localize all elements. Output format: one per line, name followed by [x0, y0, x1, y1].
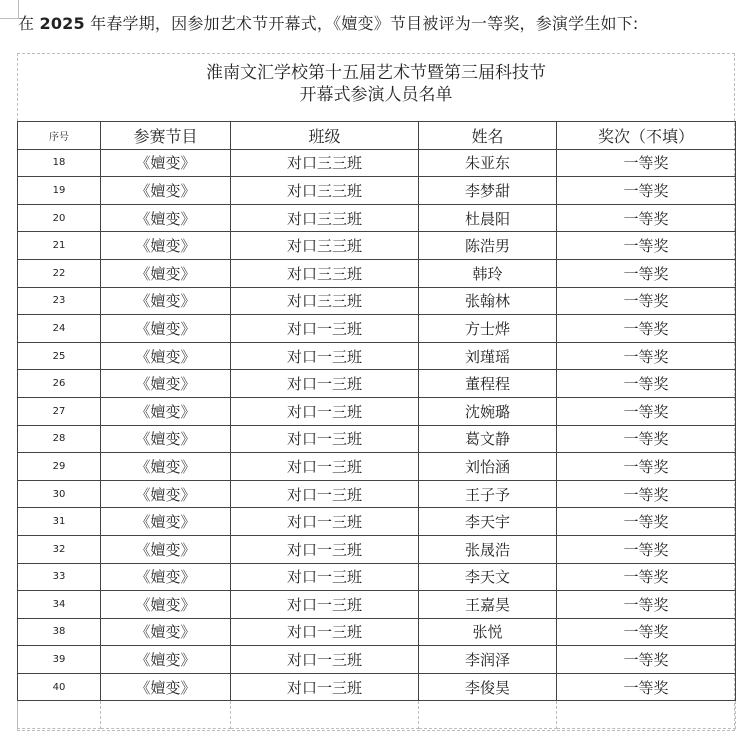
row-number: 31	[18, 508, 101, 536]
row-award: 一等奖	[557, 397, 736, 425]
row-class: 对口三三班	[231, 177, 419, 205]
row-name: 李天宇	[419, 508, 557, 536]
row-class: 对口三三班	[231, 204, 419, 232]
row-program: 《嬗变》	[101, 177, 231, 205]
blank-cell	[419, 701, 557, 729]
row-number: 38	[18, 618, 101, 646]
row-number: 18	[18, 149, 101, 177]
table-row	[18, 149, 736, 177]
table-row	[18, 673, 736, 701]
row-program: 《嬗变》	[101, 646, 231, 674]
table-row	[18, 618, 736, 646]
row-award: 一等奖	[557, 591, 736, 619]
row-program: 《嬗变》	[101, 232, 231, 260]
row-name: 张晟浩	[419, 535, 557, 563]
row-name: 陈浩男	[419, 232, 557, 260]
table-row	[18, 535, 736, 563]
row-number: 30	[18, 480, 101, 508]
row-award: 一等奖	[557, 370, 736, 398]
row-class: 对口一三班	[231, 591, 419, 619]
table-row	[18, 232, 736, 260]
row-award: 一等奖	[557, 342, 736, 370]
row-program: 《嬗变》	[101, 673, 231, 701]
row-award: 一等奖	[557, 535, 736, 563]
row-program: 《嬗变》	[101, 315, 231, 343]
row-award: 一等奖	[557, 259, 736, 287]
row-class: 对口三三班	[231, 149, 419, 177]
row-name: 沈婉璐	[419, 397, 557, 425]
row-class: 对口一三班	[231, 370, 419, 398]
table-row	[18, 259, 736, 287]
row-name: 董程程	[419, 370, 557, 398]
row-name: 李梦甜	[419, 177, 557, 205]
table-row	[18, 287, 736, 315]
row-number: 21	[18, 232, 101, 260]
header-number: 序号	[18, 122, 101, 150]
row-class: 对口一三班	[231, 480, 419, 508]
row-award: 一等奖	[557, 563, 736, 591]
row-award: 一等奖	[557, 204, 736, 232]
blank-cell	[101, 701, 231, 729]
row-program: 《嬗变》	[101, 563, 231, 591]
row-award: 一等奖	[557, 232, 736, 260]
row-class: 对口一三班	[231, 315, 419, 343]
row-class: 对口一三班	[231, 425, 419, 453]
table-row	[18, 370, 736, 398]
blank-cell	[18, 701, 101, 729]
intro-year: 2025	[39, 14, 85, 33]
table-row	[18, 563, 736, 591]
row-number: 28	[18, 425, 101, 453]
row-program: 《嬗变》	[101, 591, 231, 619]
row-award: 一等奖	[557, 149, 736, 177]
row-name: 王嘉昊	[419, 591, 557, 619]
table-row	[18, 177, 736, 205]
row-number: 25	[18, 342, 101, 370]
row-name: 韩玲	[419, 259, 557, 287]
row-number: 27	[18, 397, 101, 425]
header-class: 班级	[231, 122, 419, 150]
table-row	[18, 591, 736, 619]
row-name: 朱亚东	[419, 149, 557, 177]
row-program: 《嬗变》	[101, 425, 231, 453]
row-number: 23	[18, 287, 101, 315]
table-row	[18, 204, 736, 232]
row-class: 对口三三班	[231, 232, 419, 260]
row-program: 《嬗变》	[101, 204, 231, 232]
row-class: 对口一三班	[231, 563, 419, 591]
row-name: 李天文	[419, 563, 557, 591]
row-name: 杜晨阳	[419, 204, 557, 232]
row-number: 39	[18, 646, 101, 674]
row-class: 对口一三班	[231, 646, 419, 674]
row-name: 刘怡涵	[419, 453, 557, 481]
row-class: 对口一三班	[231, 535, 419, 563]
row-program: 《嬗变》	[101, 618, 231, 646]
row-program: 《嬗变》	[101, 259, 231, 287]
header-name: 姓名	[419, 122, 557, 150]
row-number: 33	[18, 563, 101, 591]
row-program: 《嬗变》	[101, 453, 231, 481]
table-header-row	[18, 122, 736, 150]
row-name: 张悦	[419, 618, 557, 646]
row-award: 一等奖	[557, 177, 736, 205]
row-award: 一等奖	[557, 453, 736, 481]
row-name: 葛文静	[419, 425, 557, 453]
row-name: 李润泽	[419, 646, 557, 674]
intro-text-start: 在	[18, 14, 40, 33]
page-corner-mark	[0, 0, 19, 19]
row-class: 对口一三班	[231, 453, 419, 481]
sheet-title-line1: 淮南文汇学校第十五届艺术节暨第三届科技节	[206, 63, 546, 83]
header-award: 奖次（不填）	[557, 122, 736, 150]
row-name: 王子予	[419, 480, 557, 508]
row-class: 对口三三班	[231, 287, 419, 315]
blank-cell	[231, 701, 419, 729]
row-number: 29	[18, 453, 101, 481]
intro-paragraph	[18, 13, 639, 35]
table-row	[18, 315, 736, 343]
table-row	[18, 453, 736, 481]
table-row	[18, 508, 736, 536]
table-row	[18, 646, 736, 674]
participants-table	[17, 121, 736, 729]
row-class: 对口一三班	[231, 673, 419, 701]
row-class: 对口一三班	[231, 342, 419, 370]
row-class: 对口一三班	[231, 618, 419, 646]
row-program: 《嬗变》	[101, 370, 231, 398]
row-number: 20	[18, 204, 101, 232]
row-program: 《嬗变》	[101, 342, 231, 370]
row-award: 一等奖	[557, 425, 736, 453]
row-class: 对口三三班	[231, 259, 419, 287]
row-number: 24	[18, 315, 101, 343]
table-row	[18, 342, 736, 370]
row-name: 方士烨	[419, 315, 557, 343]
row-number: 32	[18, 535, 101, 563]
row-number: 40	[18, 673, 101, 701]
row-class: 对口一三班	[231, 397, 419, 425]
row-award: 一等奖	[557, 480, 736, 508]
row-class: 对口一三班	[231, 508, 419, 536]
row-number: 22	[18, 259, 101, 287]
row-program: 《嬗变》	[101, 149, 231, 177]
row-award: 一等奖	[557, 646, 736, 674]
row-award: 一等奖	[557, 315, 736, 343]
row-name: 张翰林	[419, 287, 557, 315]
header-program: 参赛节目	[101, 122, 231, 150]
table-row	[18, 480, 736, 508]
table-blank-row	[18, 701, 736, 729]
table-row	[18, 425, 736, 453]
row-number: 34	[18, 591, 101, 619]
row-number: 19	[18, 177, 101, 205]
row-program: 《嬗变》	[101, 287, 231, 315]
sheet-title-line2: 开幕式参演人员名单	[299, 85, 453, 105]
table-row	[18, 397, 736, 425]
row-program: 《嬗变》	[101, 397, 231, 425]
row-name: 刘瑾瑶	[419, 342, 557, 370]
row-number: 26	[18, 370, 101, 398]
row-name: 李俊昊	[419, 673, 557, 701]
intro-text-end: 年春学期，因参加艺术节开幕式，《嬗变》节目被评为一等奖，参演学生如下:	[84, 14, 639, 33]
row-program: 《嬗变》	[101, 480, 231, 508]
row-award: 一等奖	[557, 618, 736, 646]
row-award: 一等奖	[557, 673, 736, 701]
row-program: 《嬗变》	[101, 535, 231, 563]
row-award: 一等奖	[557, 287, 736, 315]
row-award: 一等奖	[557, 508, 736, 536]
row-program: 《嬗变》	[101, 508, 231, 536]
sheet-title	[17, 62, 735, 106]
blank-cell	[557, 701, 736, 729]
